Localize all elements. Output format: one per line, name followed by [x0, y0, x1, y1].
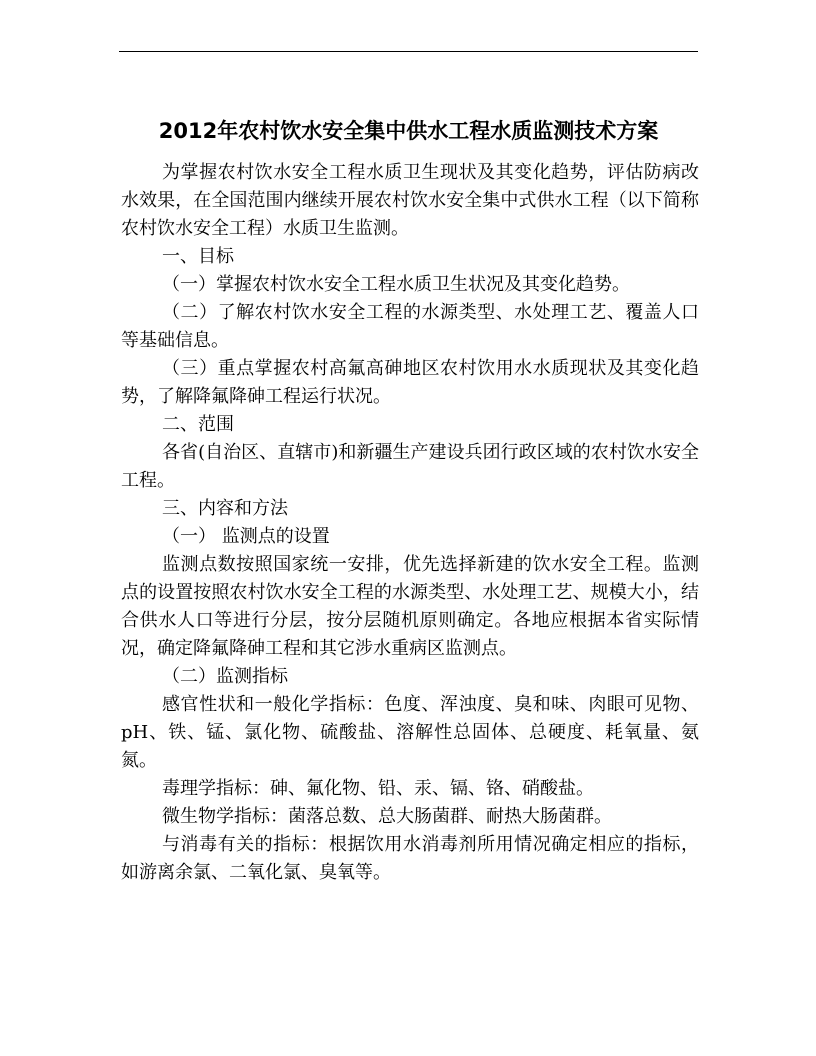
indicators-paragraph-2: 毒理学指标：砷、氟化物、铅、汞、镉、铬、硝酸盐。 — [162, 778, 594, 799]
scope-paragraph: 各省(自治区、直辖市)和新疆生产建设兵团行政区域的农村饮水安全工程。 — [121, 442, 699, 491]
goal-item-2: （二）了解农村饮水安全工程的水源类型、水处理工艺、覆盖人口等基础信息。 — [121, 302, 699, 351]
goal-item-1: （一）掌握农村饮水安全工程水质卫生状况及其变化趋势。 — [162, 274, 630, 295]
subheading-monitoring-sites: （一） 监测点的设置 — [162, 526, 330, 547]
indicators-paragraph-1: 感官性状和一般化学指标：色度、浑浊度、臭和味、肉眼可见物、pH、铁、锰、氯化物、硫酸盐、溶解性总固体、总硬度、耗氧量、氨氮。 — [121, 694, 699, 771]
section-heading-methods: 三、内容和方法 — [162, 498, 288, 519]
intro-paragraph: 为掌握农村饮水安全工程水质卫生现状及其变化趋势，评估防病改水效果，在全国范围内继续开展农村饮水安全集中式供水工程（以下简称农村饮水安全工程）水质卫生监测。 — [121, 162, 699, 239]
subheading-indicators: （二）监测指标 — [162, 666, 288, 687]
document-title: 2012年农村饮水安全集中供水工程水质监测技术方案 — [158, 119, 659, 144]
indicators-paragraph-4: 与消毒有关的指标：根据饮用水消毒剂所用情况确定相应的指标，如游离余氯、二氧化氯、臭氧等。 — [121, 834, 699, 883]
indicators-paragraph-3: 微生物学指标：菌落总数、总大肠菌群、耐热大肠菌群。 — [162, 806, 612, 827]
document-body — [121, 159, 699, 887]
header-rule — [119, 51, 698, 52]
section-heading-scope: 二、范围 — [162, 414, 234, 435]
monitoring-sites-paragraph: 监测点数按照国家统一安排，优先选择新建的饮水安全工程。监测点的设置按照农村饮水安全工程的水源类型、水处理工艺、规模大小，结合供水人口等进行分层，按分层随机原则确定。各地应根据本省实际情况，确定降氟降砷工程和其它涉水重病区监测点。 — [121, 554, 699, 659]
goal-item-3: （三）重点掌握农村高氟高砷地区农村饮用水水质现状及其变化趋势，了解降氟降砷工程运行状况。 — [121, 358, 699, 407]
section-heading-goals: 一、目标 — [162, 246, 234, 267]
